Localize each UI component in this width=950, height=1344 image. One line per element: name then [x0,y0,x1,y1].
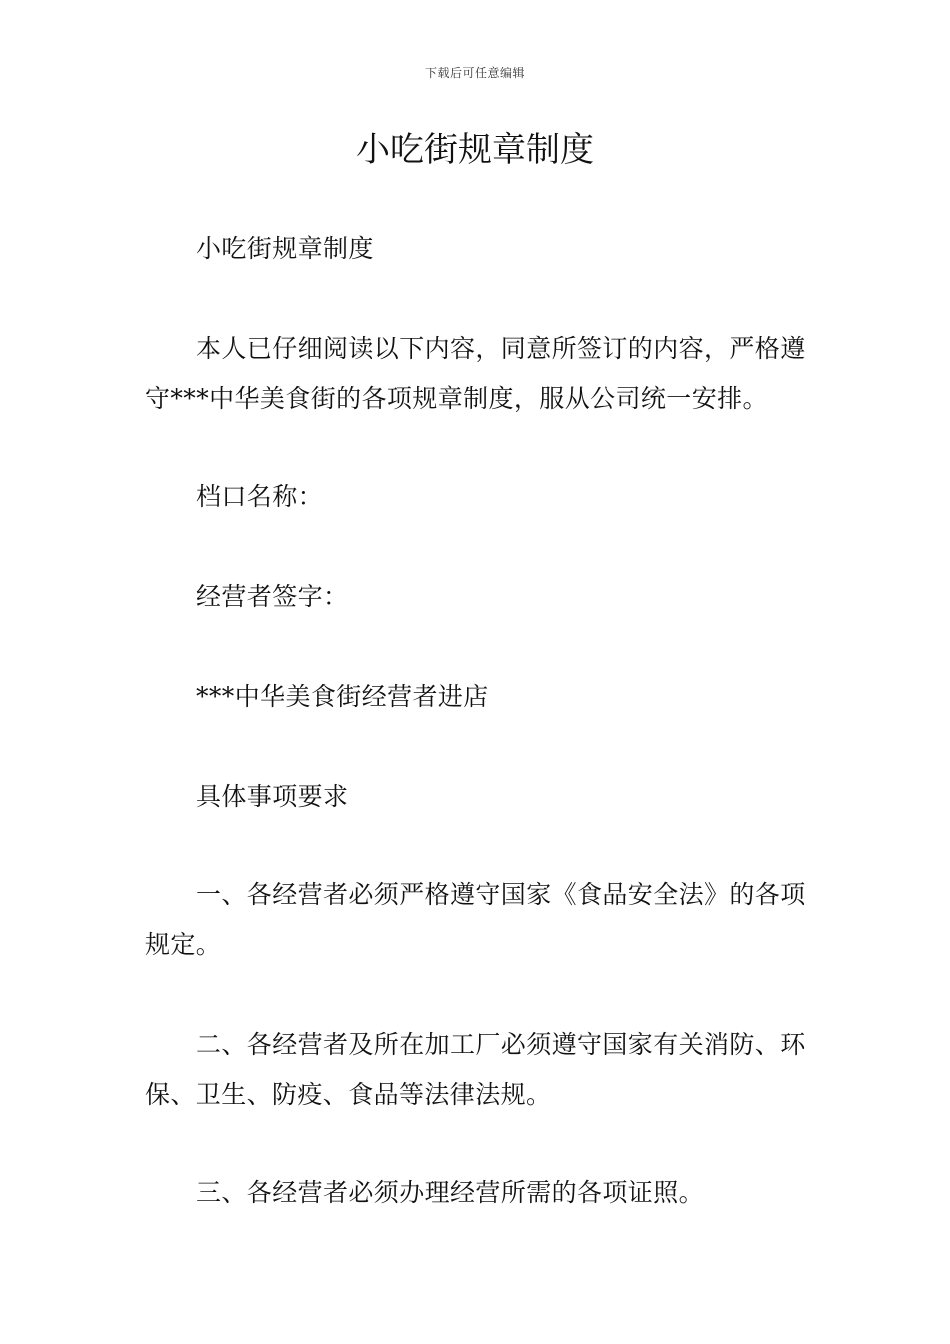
paragraph-rule-2: 二、各经营者及所在加工厂必须遵守国家有关消防、环保、卫生、防疫、食品等法律法规。 [145,1030,806,1109]
paragraph-section-heading: ***中华美食街经营者进店 [196,682,489,711]
paragraph-requirements-heading: 具体事项要求 [196,782,349,811]
paragraph-signature: 经营者签字： [196,582,349,611]
paragraph-stall-name: 档口名称： [196,482,324,511]
paragraph-subtitle: 小吃街规章制度 [196,234,374,263]
paragraph-rule-1: 一、各经营者必须严格遵守国家《食品安全法》的各项规定。 [145,880,806,959]
document-title: 小吃街规章制度 [356,130,594,170]
paragraph-agreement: 本人已仔细阅读以下内容，同意所签订的内容，严格遵守***中华美食街的各项规章制度，服从公司统一安排。 [145,334,806,413]
paragraph-rule-3: 三、各经营者必须办理经营所需的各项证照。 [196,1178,705,1207]
header-note: 下载后可任意编辑 [424,66,525,80]
